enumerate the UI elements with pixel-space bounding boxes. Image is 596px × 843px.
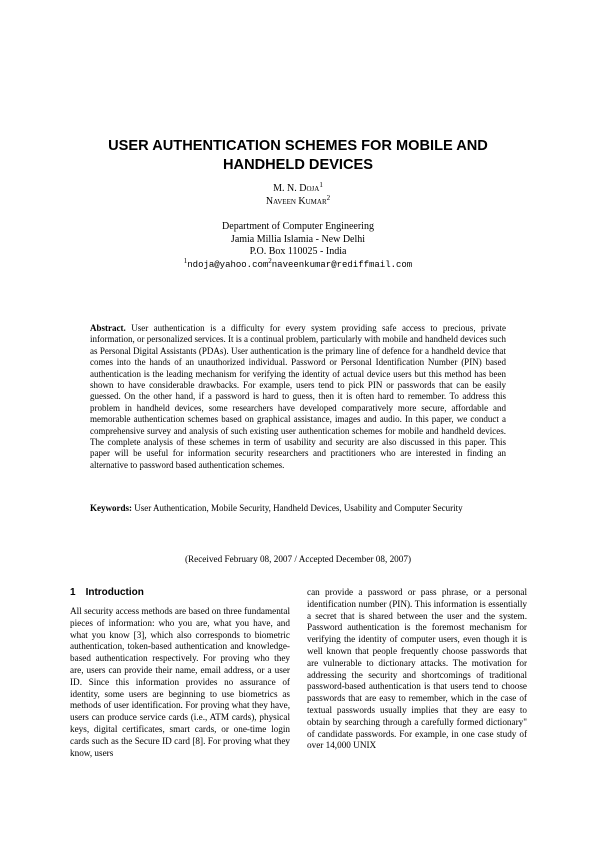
body-column-left [70, 587, 290, 759]
section-number: 1 [70, 587, 76, 598]
section-title: Introduction [85, 587, 144, 598]
author-list [0, 182, 596, 208]
author-1 [0, 182, 596, 195]
keywords-text: User Authentication, Mobile Security, Handheld Devices, Usability and Computer Security [134, 503, 463, 513]
paper-title [60, 137, 536, 175]
author-1-name: M. N. Doja [273, 183, 320, 194]
affiliation-univ: Jamia Millia Islamia - New Delhi [230, 233, 366, 245]
affiliation-box: P.O. Box 110025 - India [249, 246, 347, 257]
keywords-label: Keywords: [90, 503, 132, 513]
abstract [90, 323, 506, 471]
body-column-right [307, 587, 527, 752]
body-paragraph-left: All security access methods are based on three fundamental pieces of information: who you are, what you have, and what you know [3], which also corresponds to biometric authentication, token-based authentication and knowledge-based authentication respectively. For proving who they are, users can provide their name, email address, or a user ID. Since this information provides no assurance of identity, some users are beginning to use biometrics as methods of user identification. For proving what they have, users can produce service cards (i.e., ATM cards), physical keys, digital certificates, smart cards, or one-time login cards such as the Secure ID card [8]. For proving what they know, users [70, 606, 290, 758]
keywords [90, 503, 506, 514]
email-1-sup: 1 [183, 256, 188, 265]
email-1: ndoja@yahoo.com [187, 259, 269, 270]
abstract-label: Abstract. [90, 323, 126, 333]
affiliation-dept: Department of Computer Engineering [222, 221, 374, 232]
email-2: naveenkumar@rediffmail.com [271, 259, 413, 270]
email-2-sup: 2 [268, 256, 272, 265]
author-2 [0, 195, 596, 208]
abstract-text: User authentication is a difficulty for every system providing safe access to precious, private information, or personalized services. It is a continual problem, particularly with mobile and handheld devices such as Personal Digital Assistants (PDAs). User authentication is the primary line of defence for a handheld device that comes into the hands of an unauthorized individual. Password or Personal Identification Number (PIN) based authentication is the leading mechanism for verifying the identity of actual device users but this method has been shown to have considerable drawbacks. For example, users tend to pick PIN or passwords that can be easily guessed. On the other hand, if a password is hard to guess, then it is often hard to remember. To address this problem in handheld devices, some researchers have developed comparatively more secure, affordable and memorable authentication schemes based on graphical assistance, images and audio. In this paper, we conduct a comprehensive survey and analysis of such existing user authentication schemes for mobile and handheld devices. The complete analysis of these schemes in term of usability and security are also discussed in this paper. This paper will be useful for information security researchers and practitioners who are interested in finding an alternative to password based authentication schemes. [90, 323, 506, 470]
section-heading [70, 587, 290, 599]
affiliation [0, 221, 596, 271]
paper-title-line-2: HANDHELD DEVICES [222, 157, 373, 173]
paper-title-line-1: USER AUTHENTICATION SCHEMES FOR MOBILE AND [108, 138, 488, 154]
author-1-sup: 1 [319, 181, 323, 189]
affiliation-emails [0, 256, 596, 272]
author-2-name: Naveen Kumar [265, 196, 327, 207]
received-dates: (Received February 08, 2007 / Accepted December 08, 2007) [184, 554, 412, 564]
body-paragraph-right: can provide a password or pass phrase, or a personal identification number (PIN). This information is essentially a secret that is shared between the user and the system. Password authentication is the foremost mechanism for verifying the identity of computer users, even though it is well known that people frequently choose passwords that are vulnerable to dictionary attacks. The motivation for addressing the security and shortcomings of traditional password-based authentication is that users tend to choose passwords that are easy to remember, which in the case of textual passwords usually implies that they are easy to obtain by searching through a carefully formed dictionary" of candidate passwords. For example, in one case study of over 14,000 UNIX [307, 587, 527, 751]
author-2-sup: 2 [326, 194, 331, 202]
